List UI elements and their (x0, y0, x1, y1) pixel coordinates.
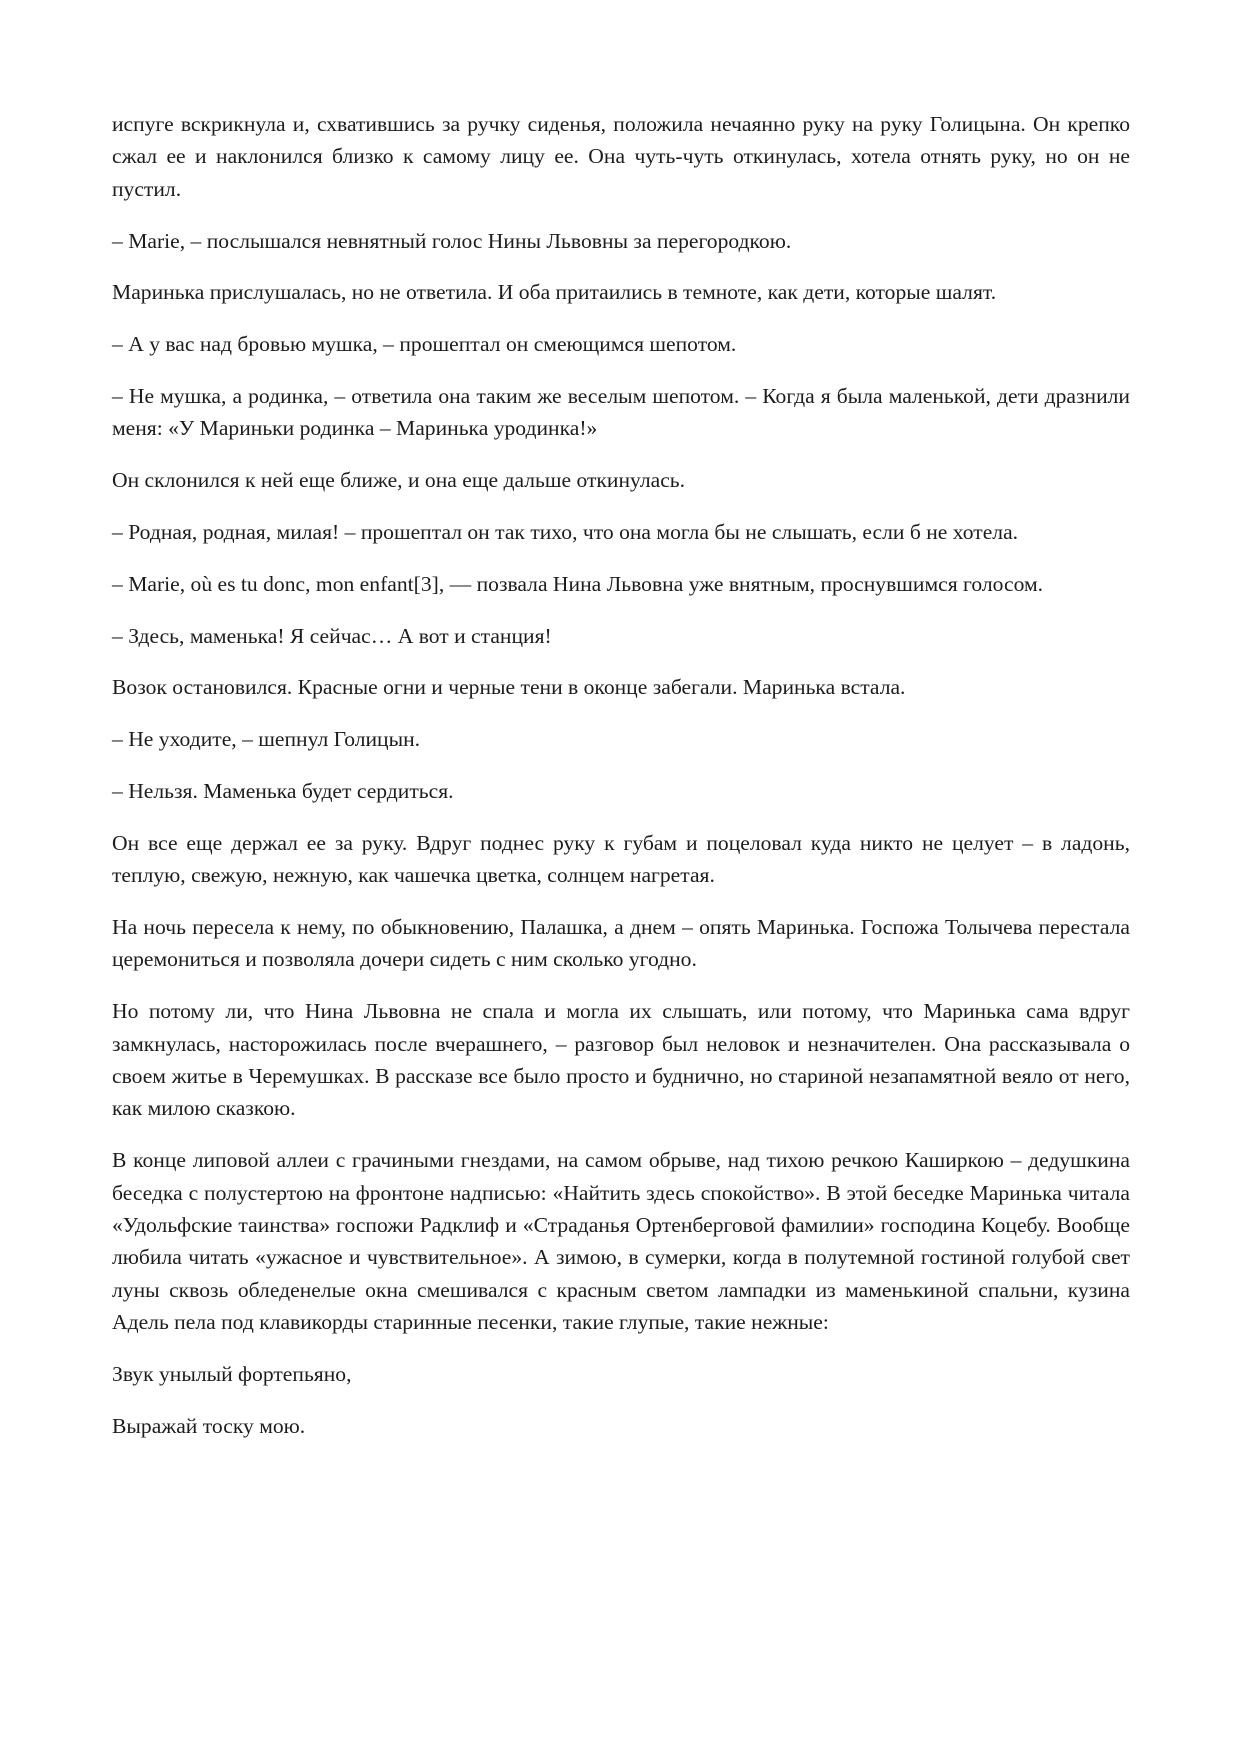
paragraph-4: – А у вас над бровью мушка, – прошептал он смеющимся шепотом. (112, 332, 737, 357)
verse-line-2: Выражай тоску мою. (112, 1413, 306, 1438)
paragraph-13: Он все еще держал ее за руку. Вдруг поднес руку к губам и поцеловал куда никто не целует – в ладонь, теплую, свежую, нежную, как чашечка цветка, солнцем нагретая. (112, 830, 1130, 888)
paragraph-6: Он склонился к ней еще ближе, и она еще дальше откинулась. (112, 468, 686, 493)
paragraph-15: Но потому ли, что Нина Львовна не спала и могла их слышать, или потому, что Маринька сама вдруг замкнулась, насторожилась после вчерашнего, – разговор был неловок и незначителен. Она рассказывала о своем житье в Черемушках. В рассказе все было просто и буднично, но стариной незапамятной веяло от него, как милою сказкою. (112, 999, 1130, 1121)
paragraph-16: В конце липовой аллеи с грачиными гнездами, на самом обрыве, над тихою речкою Каширкою – дедушкина беседка с полустертою на фронтоне надписью: «Найтить здесь спокойство». В этой беседке Маринька читала «Удольфские таинства» госпожи Радклиф и «Страданья Ортенберговой фамилии» господина Коцебу. Вообще любила читать «ужасное и чувствительное». А зимою, в сумерки, когда в полутемной гостиной голубой свет луны сквозь обледенелые окна смешивался с красным светом лампадки из маменькиной спальни, кузина Адель пела под клавикорды старинные песенки, такие глупые, такие нежные: (112, 1148, 1130, 1335)
paragraph-8: – Marie, où es tu donc, mon enfant[3], — позвала Нина Львовна уже внятным, проснувшимся голосом. (112, 571, 1044, 596)
paragraph-7: – Родная, родная, милая! – прошептал он так тихо, что она могла бы не слышать, если б не хотела. (112, 520, 1019, 544)
paragraph-1: испуге вскрикнула и, схватившись за ручку сиденья, положила нечаянно руку на руку Голицына. Он крепко сжал ее и наклонился близко к самому лицу ее. Она чуть-чуть откинулась, хотела отнять руку, но он не пустил. (112, 112, 1130, 201)
paragraph-10: Возок остановился. Красные огни и черные тени в оконце забегали. Маринька встала. (112, 675, 906, 700)
paragraph-2: – Marie, – послышался невнятный голос Нины Львовны за перегородкою. (112, 228, 792, 253)
paragraph-14: На ночь пересела к нему, по обыкновению, Палашка, а днем – опять Маринька. Госпожа Толычева перестала церемониться и позволяла дочери сидеть с ним сколько угодно. (112, 914, 1130, 972)
paragraph-5: – Не мушка, а родинка, – ответила она таким же веселым шепотом. – Когда я была маленькой, дети дразнили меня: «У Мариньки родинка – Маринька уродинка!» (112, 384, 1130, 441)
paragraph-12: – Нельзя. Маменька будет сердиться. (112, 778, 454, 803)
paragraph-3: Маринька прислушалась, но не ответила. И оба притаились в темноте, как дети, которые шалят. (112, 280, 997, 305)
verse-line-1: Звук унылый фортепьяно, (112, 1362, 352, 1387)
paragraph-11: – Не уходите, – шепнул Голицын. (112, 727, 421, 752)
paragraph-9: – Здесь, маменька! Я сейчас… А вот и станция! (112, 623, 552, 648)
